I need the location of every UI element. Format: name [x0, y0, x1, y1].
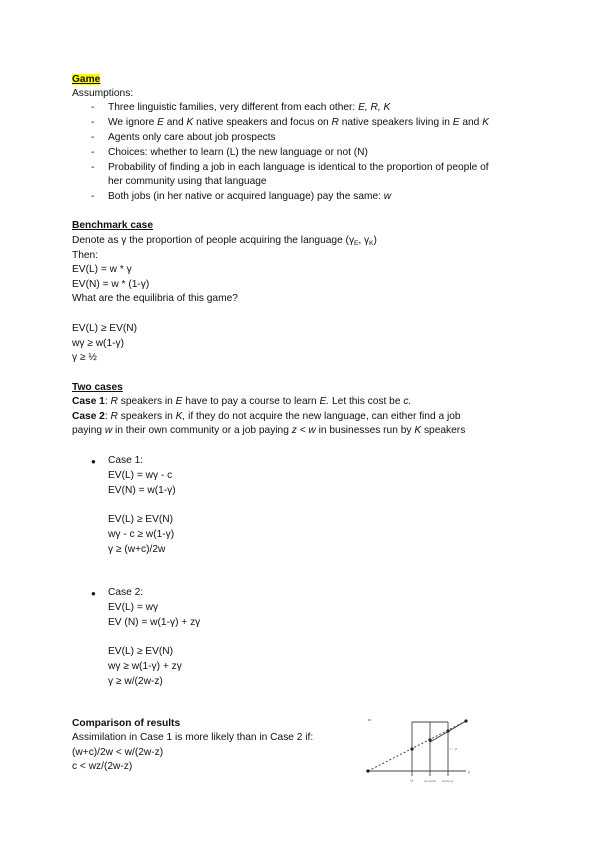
assumptions-label: Assumptions:	[72, 88, 134, 99]
assumption-item: Agents only care about job prospects	[108, 132, 276, 143]
benchmark-line: Denote as γ the proportion of people acquiring the language ($\gamma_E$, $\gamma_K$)	[72, 235, 377, 247]
assumption-item: Three linguistic families, very different from each other: E, R, K	[108, 102, 391, 113]
case2-description-continued: paying w in their own community or a job paying z < w in businesses run by K speakers	[72, 425, 466, 436]
assumption-item: Both jobs (in her native or acquired language) pay the same: w	[108, 191, 392, 202]
case1-description: Case 1: R speakers in E have to pay a course to learn E. Let this cost be c.	[72, 396, 412, 407]
point	[366, 769, 369, 772]
benchmark-line: EV(L) = w * γ	[72, 264, 132, 275]
comparison-diagram	[362, 716, 487, 796]
tick-label: (w+c)/2w	[424, 779, 437, 783]
case2-line: γ ≥ w/(2w-z)	[108, 676, 163, 687]
assumption-item: Choices: whether to learn (L) the new language or not (N)	[108, 147, 368, 158]
point	[446, 729, 449, 732]
document-page: Game Assumptions: - Three linguistic families, very different from each other: E, R, K - We ignore E and K native speakers and focus on R native speakers living in E and K - Agents only care about job prospects - Choices: whether to learn (L) the new language or not (N) - Probability of finding a job in each language is identical to the proportion of people of her community using that language - Both jobs (in her native or acquired language) pay the same: w Benchmark case Denote as γ the proportion of people acquiring the language ($\gamma_E$, $\gamma_K$) Then: EV(L) = w * γ EV(N) = w * (1-γ) What are the equilibria of this game? EV(L) ≥ EV(N) wγ ≥ w(1-γ) γ ≥ ½ Two cases Case 1: R speakers in E have to pay a course to learn E. Let this cost be c. Case 2: R speakers in K, if they do not acquire the new language, can either find a job paying w in their own community or a job paying z < w in businesses run by K speakers ● Case 1: EV(L) = wγ - c EV(N) = w(1-γ) EV(L) ≥ EV(N) wγ - c ≥ w(1-γ) γ ≥ (w+c)/2w ● Case 2: EV(L) = wγ EV (N) = w(1-γ) + zγ EV(L) ≥ EV(N) wγ ≥ w(1-γ) + zγ γ ≥ w/(2w-z) Comparison of results Assimilation in Case 1 is more likely than in Case 2 if: (w+c)/2w < w/(2w-z) c < wz/(2w-z) z ½ (w+c)/2w w/(2w-z) γ	[0, 0, 600, 848]
tick-label: ½	[410, 778, 414, 783]
case2-line: EV (N) = w(1-γ) + zγ	[108, 617, 201, 628]
case1-line: EV(N) = w(1-γ)	[108, 485, 176, 496]
tick-label: w/(2w-z)	[442, 779, 454, 783]
case2-line: EV(L) = wγ	[108, 602, 159, 613]
comparison-line: c < wz/(2w-z)	[72, 761, 133, 772]
comparison-line: (w+c)/2w < w/(2w-z)	[72, 747, 164, 758]
case2-line: EV(L) ≥ EV(N)	[108, 646, 174, 657]
bullet-icon: ●	[91, 457, 96, 466]
game-heading: Game	[72, 74, 101, 85]
benchmark-line: γ ≥ ½	[72, 352, 97, 363]
case1-line: wγ - c ≥ w(1-γ)	[108, 529, 175, 540]
case2-description: Case 2: R speakers in K, if they do not acquire the new language, can either find a job	[72, 411, 461, 422]
benchmark-line: wγ ≥ w(1-γ)	[72, 338, 124, 349]
assumption-item: We ignore E and K native speakers and focus on R native speakers living in E and K	[108, 117, 489, 128]
case1-label: Case 1:	[108, 455, 144, 466]
comparison-heading: Comparison of results	[72, 718, 181, 729]
benchmark-line: EV(N) = w * (1-γ)	[72, 279, 150, 290]
point	[410, 747, 413, 750]
case1-line: γ ≥ (w+c)/2w	[108, 544, 166, 555]
bullet-icon: ●	[91, 589, 96, 598]
assumption-item: Probability of finding a job in each language is identical to the proportion of people of	[108, 162, 489, 173]
axis-label: γ	[468, 769, 470, 774]
benchmark-line: EV(L) ≥ EV(N)	[72, 323, 138, 334]
point	[464, 719, 467, 722]
case2-line: wγ ≥ w(1-γ) + zγ	[108, 661, 182, 672]
assumption-item-continued: her community using that language	[108, 176, 267, 187]
point	[428, 738, 431, 741]
case1-line: EV(L) ≥ EV(N)	[108, 514, 174, 525]
side-label: z	[455, 746, 457, 751]
comparison-line: Assimilation in Case 1 is more likely than in Case 2 if:	[72, 732, 314, 743]
case2-label: Case 2:	[108, 587, 144, 598]
benchmark-line: What are the equilibria of this game?	[72, 293, 238, 304]
diagonal-line	[368, 721, 466, 771]
case1-line: EV(L) = wγ - c	[108, 470, 173, 481]
benchmark-line: Then:	[72, 250, 99, 261]
two-cases-heading: Two cases	[72, 382, 123, 393]
benchmark-heading: Benchmark case	[72, 220, 153, 231]
